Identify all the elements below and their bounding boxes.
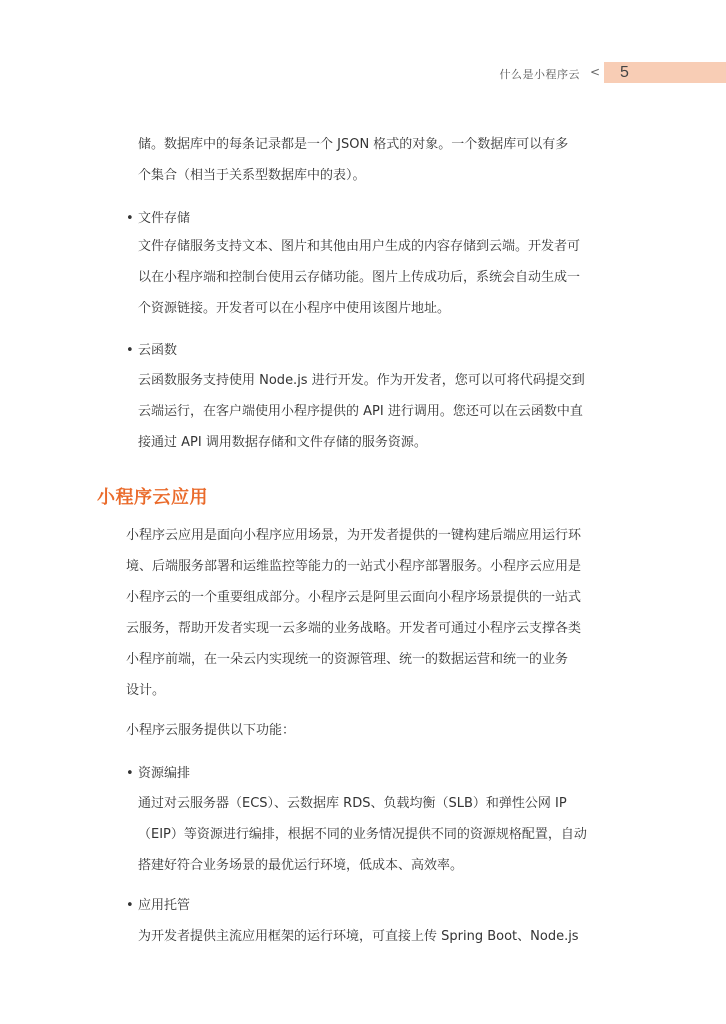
section-paragraph-line-1: 小程序云应用是面向小程序应用场景，为开发者提供的一键构建后端应用运行环 [126,528,582,543]
section-paragraph-line-6: 设计。 [126,683,166,698]
section-paragraph-line-4: 云服务，帮助开发者实现一云多端的业务战略。开发者可通过小程序云支撑各类 [126,621,582,636]
intro-line-1: 储。数据库中的每条记录都是一个 JSON 格式的对象。一个数据库可以有多 [138,137,569,152]
file-storage-line-1: 文件存储服务支持文本、图片和其他由用户生成的内容存储到云端。开发者可 [138,239,581,254]
orchestration-line-2: （EIP）等资源进行编排，根据不同的业务情况提供不同的资源规格配置，自动 [138,827,587,842]
bullet-orchestration-label: 资源编排 [138,766,191,781]
intro-line-2: 个集合（相当于关系型数据库中的表）。 [138,168,366,183]
bullet-dot-icon: • [126,898,134,913]
section-paragraph-line-3: 小程序云的一个重要组成部分。小程序云是阿里云面向小程序场景提供的一站式 [126,590,582,605]
page-number: 5 [620,64,629,81]
bullet-hosting-label: 应用托管 [138,898,191,913]
orchestration-line-3: 搭建好符合业务场景的最优运行环境，低成本、高效率。 [138,858,464,873]
running-header-title: 什么是小程序云 [499,68,580,81]
cloud-function-line-2: 云端运行，在客户端使用小程序提供的 API 进行调用。您还可以在云函数中直 [138,404,583,419]
hosting-line-1: 为开发者提供主流应用框架的运行环境，可直接上传 Spring Boot、Node.js [138,929,579,944]
bullet-dot-icon: • [126,343,134,358]
features-intro: 小程序云服务提供以下功能： [126,723,296,738]
chevron-left-icon: < [590,65,601,79]
bullet-file-storage-label: 文件存储 [138,211,191,226]
cloud-function-line-3: 接通过 API 调用数据存储和文件存储的服务资源。 [138,435,427,450]
bullet-orchestration [126,764,190,784]
bullet-hosting [126,896,190,916]
section-title: 小程序云应用 [97,487,208,508]
bullet-cloud-function-label: 云函数 [138,343,178,358]
section-paragraph-line-2: 境、后端服务部署和运维监控等能力的一站式小程序部署服务。小程序云应用是 [126,559,582,574]
cloud-function-line-1: 云函数服务支持使用 Node.js 进行开发。作为开发者，您可以可将代码提交到 [138,373,585,388]
file-storage-line-3: 个资源链接。开发者可以在小程序中使用该图片地址。 [138,301,451,316]
file-storage-line-2: 以在小程序端和控制台使用云存储功能。图片上传成功后，系统会自动生成一 [138,270,581,285]
bullet-cloud-function [126,341,177,361]
orchestration-line-1: 通过对云服务器（ECS）、云数据库 RDS、负载均衡（SLB）和弹性公网 IP [138,796,567,811]
bullet-dot-icon: • [126,766,134,781]
bullet-file-storage [126,209,190,229]
bullet-dot-icon: • [126,211,134,226]
section-paragraph-line-5: 小程序前端，在一朵云内实现统一的资源管理、统一的数据运营和统一的业务 [126,652,569,667]
